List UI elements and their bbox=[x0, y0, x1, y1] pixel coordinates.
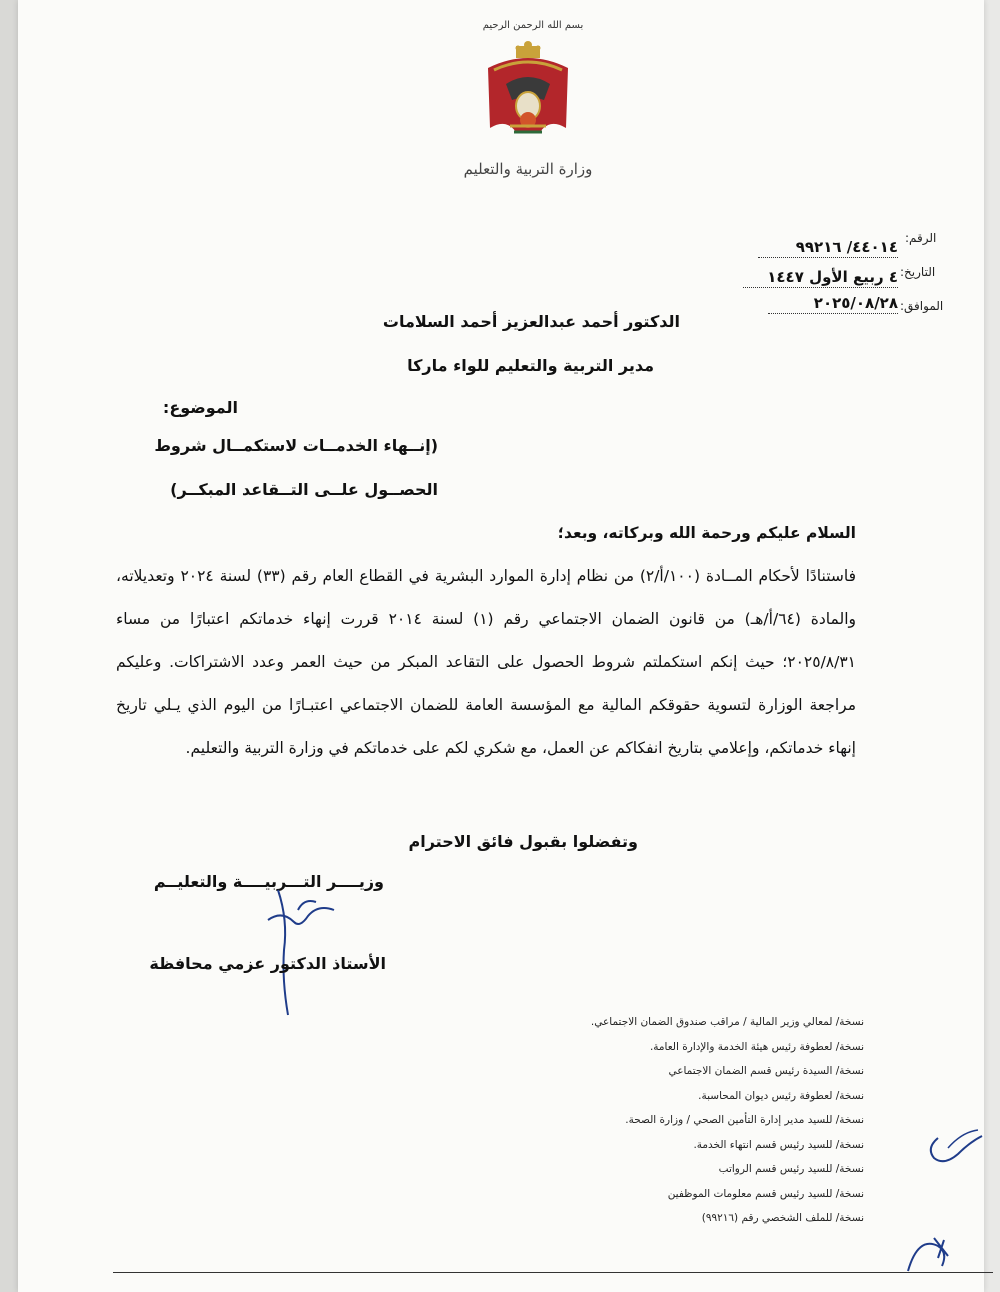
cc-list bbox=[404, 1010, 864, 1231]
courtesy-closing: وتفضلوا بقبول فائق الاحترام bbox=[408, 832, 638, 851]
cc-item: نسخة/ لعطوفة رئيس ديوان المحاسبة. bbox=[698, 1089, 864, 1102]
number-label: الرقم: bbox=[905, 231, 937, 245]
cc-item: نسخة/ للسيد مدير إدارة التأمين الصحي / وزارة الصحة. bbox=[625, 1114, 864, 1126]
initials-mark-icon bbox=[898, 1226, 958, 1276]
recipient-name: الدكتور أحمد عبدالعزيز أحمد السلامات bbox=[382, 312, 680, 331]
subject-line-2: الحصــول علــى التــقاعد المبكــر) bbox=[170, 480, 438, 499]
cc-item: نسخة/ للسيد رئيس قسم انتهاء الخدمة. bbox=[693, 1138, 864, 1151]
basmala: بسم الله الرحمن الرحيم bbox=[482, 20, 584, 31]
signatory-name: الأستاذ الدكتور عزمي محافظة bbox=[149, 954, 386, 973]
cc-item: نسخة/ السيدة رئيس قسم الضمان الاجتماعي bbox=[668, 1065, 864, 1077]
body-paragraph: فاستنادًا لأحكام المــادة (١٠٠/أ/٢) من نظام إدارة الموارد البشرية في القطاع العام رقم (٣٣) لسنة ٢٠٢٤ وتعديلاته، والمادة (٦٤/أ/هـ) من قانون الضمان الاجتماعي رقم (١) لسنة ٢٠١٤ قررت إنهاء خدماتكم اعتبارًا من مساء ٢٠٢٥/٨/٣١؛ حيث إنكم استكملتم شروط الحصول على التقاعد المبكر من حيث العمر وعدد الاشتراكات. وعليكم مراجعة الوزارة لتسوية حقوقكم المالية مع المؤسسة العامة للضمان الاجتماعي اعتبـارًا من اليوم الذي يـلي تاريخ إنهاء خدماتكم، وإعلامي بتاريخ انفكاكم عن العمل، مع شكري لكم على خدماتكم في وزارة التربية والتعليم. bbox=[116, 567, 856, 757]
corresponding-label: الموافق: bbox=[900, 299, 944, 313]
subject-label: الموضوع: bbox=[162, 398, 238, 417]
number-value: ٤٤٠١٤/ ٩٩٢١٦ bbox=[758, 238, 898, 258]
date-value: ٤ ربيع الأول ١٤٤٧ bbox=[743, 268, 898, 288]
greeting: السلام عليكم ورحمة الله وبركاته، وبعد؛ bbox=[557, 524, 856, 542]
letter-body bbox=[116, 512, 856, 770]
ministry-name: وزارة التربية والتعليم bbox=[463, 160, 593, 178]
cc-item: نسخة/ لعطوفة رئيس هيئة الخدمة والإدارة العامة. bbox=[649, 1040, 864, 1053]
signatory-position: وزيــــر التـــربيــــة والتعليــم bbox=[153, 872, 384, 891]
date-label: التاريخ: bbox=[900, 265, 936, 279]
cc-item: نسخة/ للسيد رئيس قسم الرواتب bbox=[718, 1163, 864, 1175]
royal-crest-icon bbox=[480, 40, 576, 140]
cc-item: نسخة/ للملف الشخصي رقم (٩٩٢١٦) bbox=[701, 1212, 864, 1224]
signature-icon bbox=[248, 880, 358, 1020]
corresponding-value: ٢٠٢٥/٠٨/٢٨ bbox=[768, 294, 898, 314]
cc-item: نسخة/ لمعالي وزير المالية / مراقب صندوق الضمان الاجتماعي. bbox=[590, 1016, 864, 1028]
footer-rule bbox=[113, 1272, 993, 1273]
recipient-title: مدير التربية والتعليم للواء ماركا bbox=[407, 356, 654, 375]
letter-page bbox=[18, 0, 984, 1292]
cc-item: نسخة/ للسيد رئيس قسم معلومات الموظفين bbox=[667, 1187, 864, 1200]
initials-scribble-icon bbox=[918, 1118, 984, 1178]
subject-line-1: (إنــهاء الخدمــات لاستكمــال شروط bbox=[154, 436, 438, 455]
page-edge bbox=[0, 0, 18, 1292]
